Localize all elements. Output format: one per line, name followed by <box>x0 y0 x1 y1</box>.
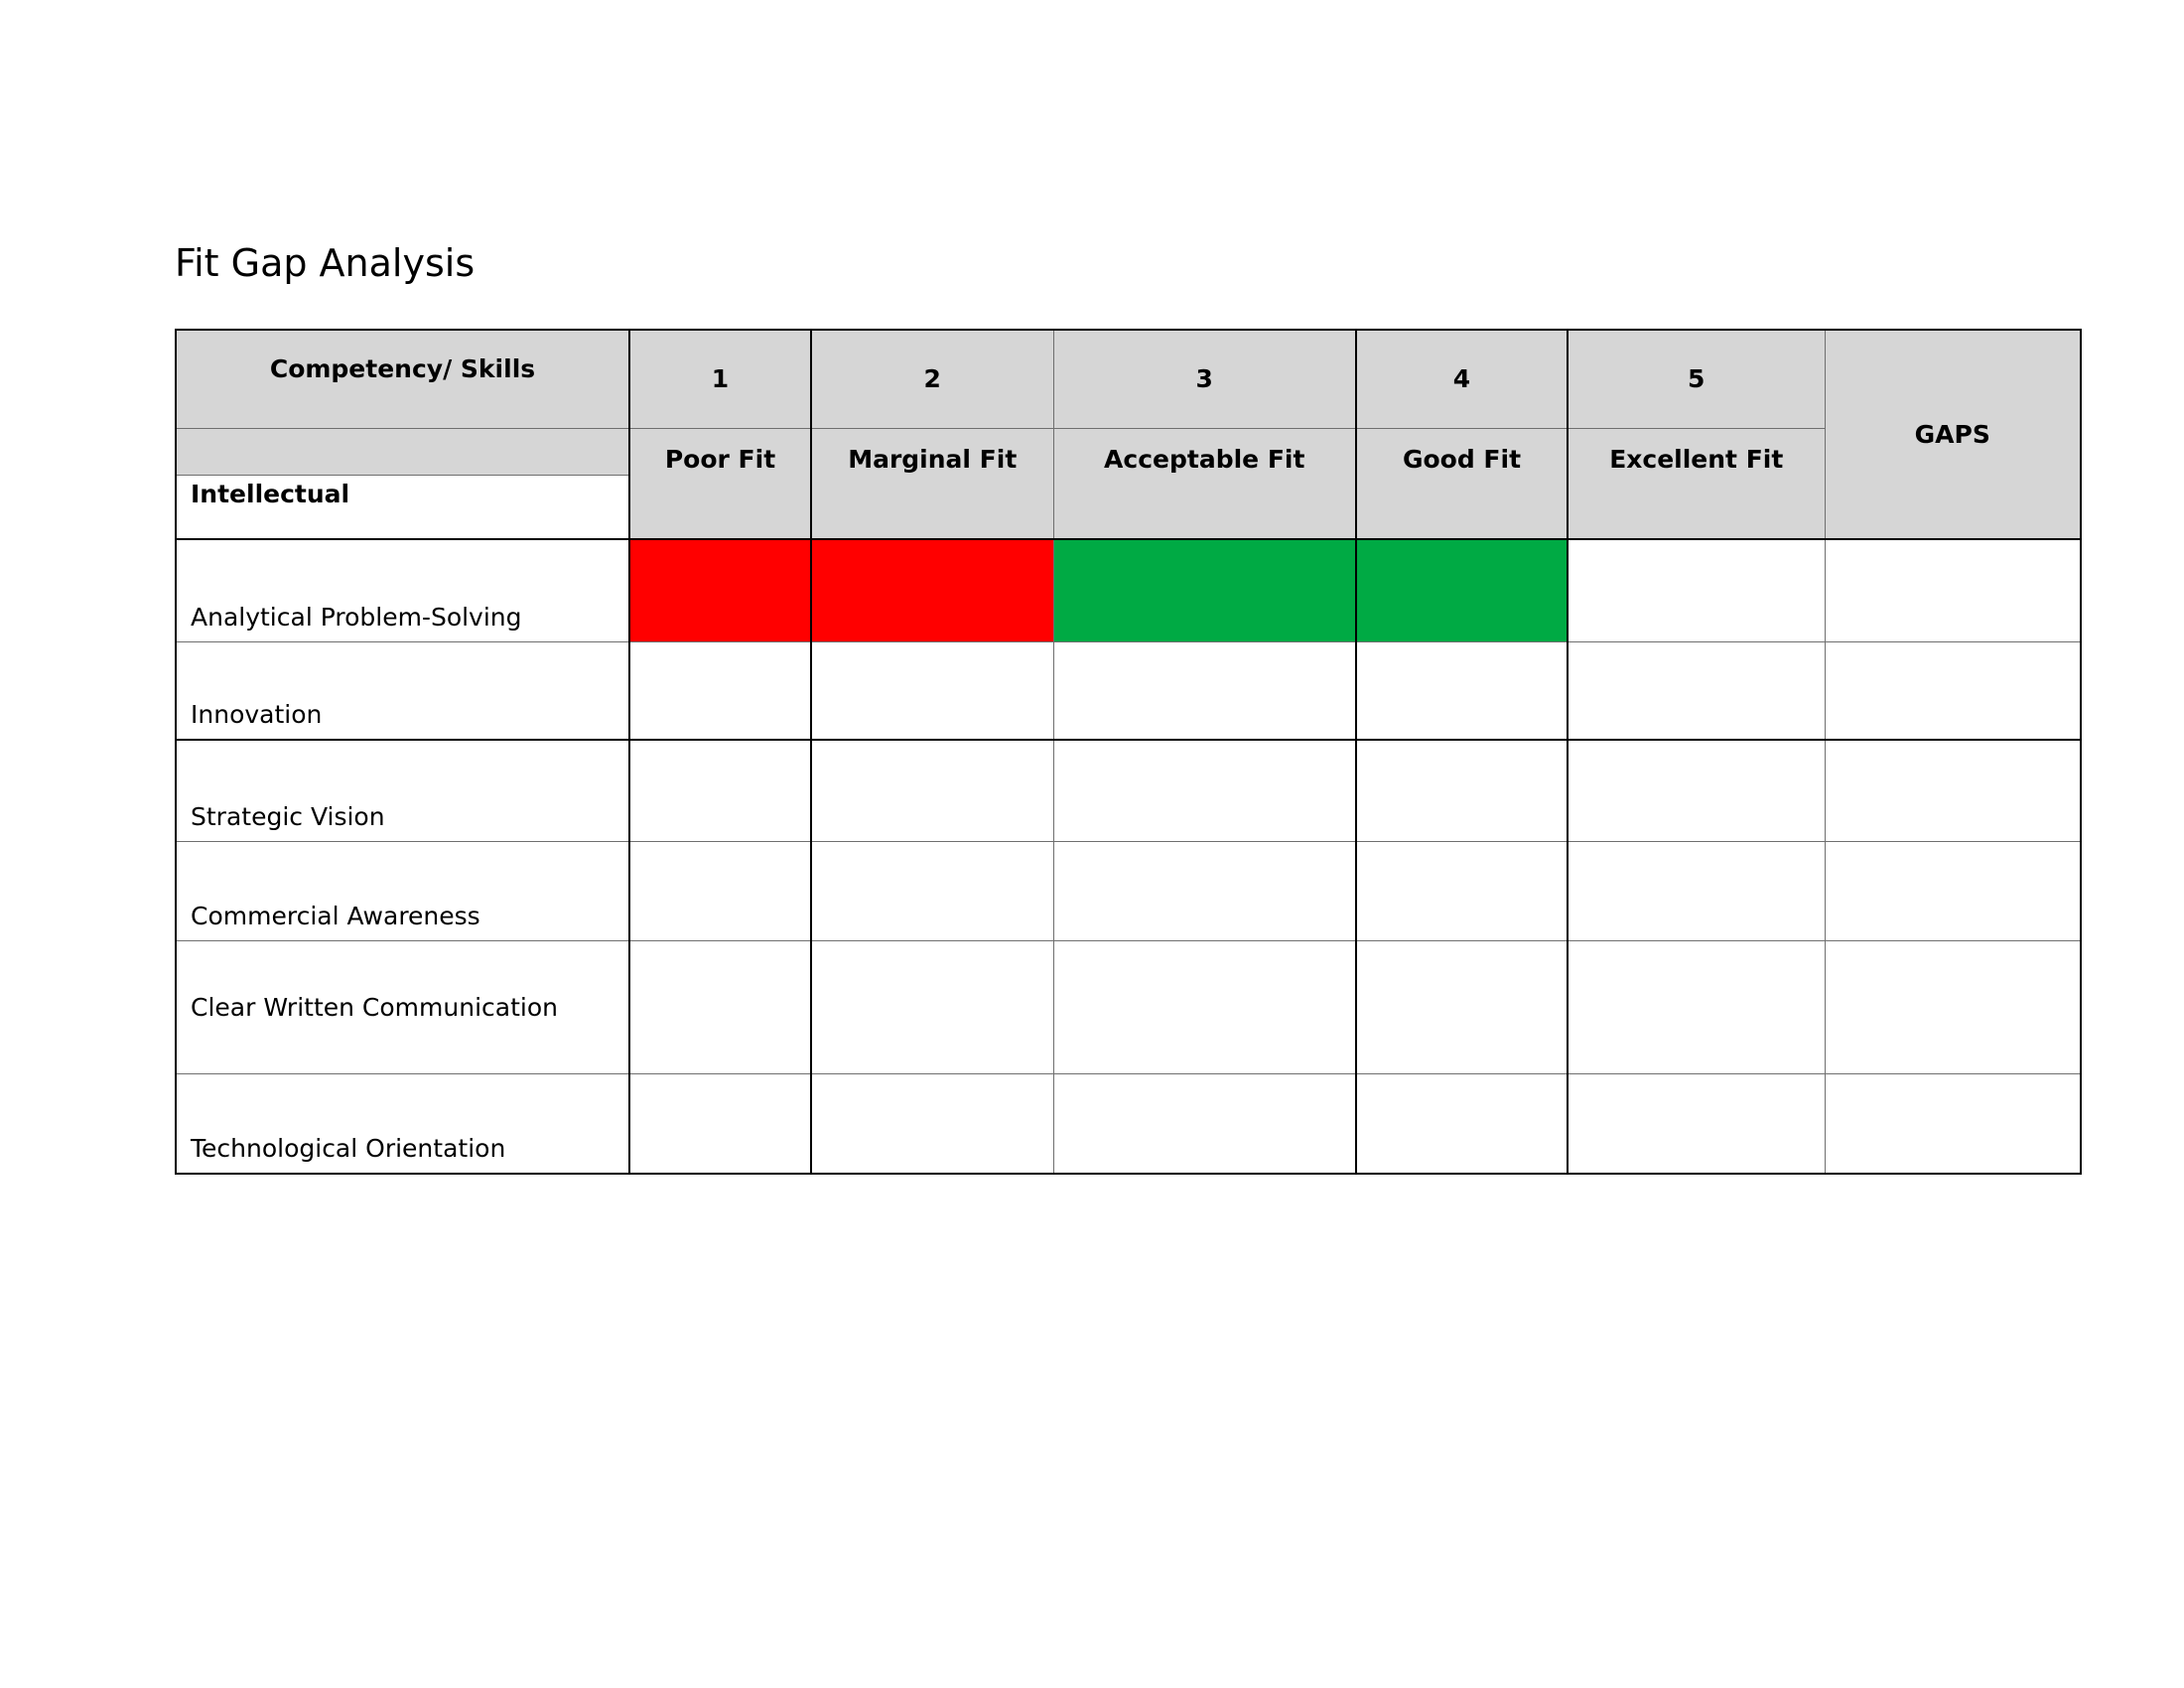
rating-cell <box>629 641 811 740</box>
gaps-cell <box>1825 841 2081 940</box>
skill-label: Strategic Vision <box>176 740 629 841</box>
column-number-2: 2 <box>811 330 1053 428</box>
table-row <box>176 539 2081 641</box>
column-label-good-fit: Good Fit <box>1356 428 1568 539</box>
competency-header-cell <box>176 330 629 428</box>
rating-cell <box>1053 841 1356 940</box>
table-row <box>176 641 2081 740</box>
rating-cell <box>1356 740 1568 841</box>
gaps-cell <box>1825 1073 2081 1174</box>
rating-cell <box>1356 841 1568 940</box>
rating-cell <box>629 1073 811 1174</box>
rating-cell <box>811 940 1053 1073</box>
skill-label: Analytical Problem-Solving <box>176 539 629 641</box>
rating-cell <box>1356 641 1568 740</box>
rating-cell <box>1053 539 1356 641</box>
rating-cell <box>1568 1073 1825 1174</box>
skill-label: Technological Orientation <box>176 1073 629 1174</box>
gaps-cell <box>1825 940 2081 1073</box>
column-label-acceptable-fit: Acceptable Fit <box>1053 428 1356 539</box>
rating-cell <box>811 641 1053 740</box>
gaps-cell <box>1825 740 2081 841</box>
rating-cell <box>629 740 811 841</box>
rating-cell <box>629 940 811 1073</box>
rating-cell <box>1053 940 1356 1073</box>
gaps-cell <box>1825 641 2081 740</box>
table-row <box>176 740 2081 841</box>
column-label-excellent-fit: Excellent Fit <box>1568 428 1825 539</box>
rating-cell <box>1053 641 1356 740</box>
column-number-4: 4 <box>1356 330 1568 428</box>
column-number-3: 3 <box>1053 330 1356 428</box>
rating-cell <box>1356 940 1568 1073</box>
column-label-marginal-fit: Marginal Fit <box>811 428 1053 539</box>
rating-cell <box>1568 641 1825 740</box>
competency-header-spacer <box>176 428 629 475</box>
rating-cell <box>1568 539 1825 641</box>
column-number-5: 5 <box>1568 330 1825 428</box>
rating-cell <box>811 1073 1053 1174</box>
skill-label: Innovation <box>176 641 629 740</box>
column-number-1: 1 <box>629 330 811 428</box>
competency-header: Competency/ Skills <box>269 354 536 383</box>
section-label-intellectual: Intellectual <box>176 475 629 539</box>
rating-cell <box>811 740 1053 841</box>
table-row <box>176 1073 2081 1174</box>
skill-label: Clear Written Communication <box>176 940 629 1073</box>
rating-cell <box>1053 740 1356 841</box>
rating-cell <box>629 539 811 641</box>
column-label-poor-fit: Poor Fit <box>629 428 811 539</box>
table-row <box>176 940 2081 1073</box>
page-title: Fit Gap Analysis <box>175 241 476 285</box>
table-row <box>176 841 2081 940</box>
rating-cell <box>1053 1073 1356 1174</box>
rating-cell <box>811 841 1053 940</box>
rating-cell <box>1568 740 1825 841</box>
rating-cell <box>1356 1073 1568 1174</box>
skill-label: Commercial Awareness <box>176 841 629 940</box>
rating-cell <box>629 841 811 940</box>
fit-gap-table <box>175 329 2082 1175</box>
gaps-header: GAPS <box>1825 330 2081 539</box>
rating-cell <box>1568 940 1825 1073</box>
rating-cell <box>811 539 1053 641</box>
rating-cell <box>1356 539 1568 641</box>
gaps-cell <box>1825 539 2081 641</box>
rating-cell <box>1568 841 1825 940</box>
